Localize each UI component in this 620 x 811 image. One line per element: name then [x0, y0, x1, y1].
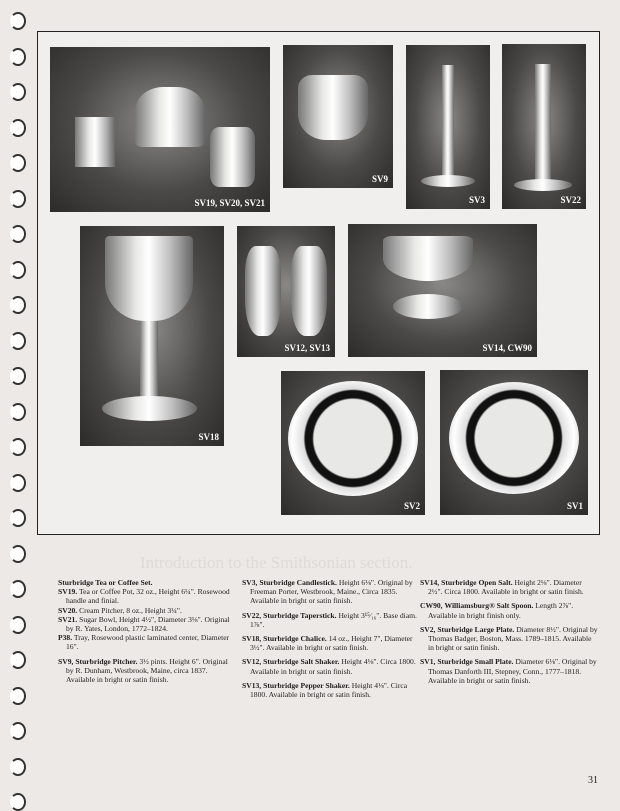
photo-chalice — [80, 226, 224, 446]
photo-label: SV18 — [198, 432, 219, 442]
product-entry — [242, 611, 420, 629]
photo-pitcher — [283, 45, 393, 188]
entry-title: Williamsburg® Salt Spoon. — [444, 601, 534, 611]
entry-text: Sugar Bowl, Height 4½", Diameter 3⅛". Original by R. Yates, London, 1772–1824. — [66, 614, 230, 634]
entry-code: SV21. — [58, 614, 78, 624]
entry-code: SV3, — [242, 578, 258, 587]
entry-text: Height 3¹⁵⁄₁₆". Base diam. 1⅞". — [250, 610, 417, 629]
entry-code: SV2, — [420, 624, 436, 634]
photo-taperstick — [502, 44, 586, 209]
entry-text: Height 4⅛". Circa 1800. Available in bright or satin finish. — [250, 680, 408, 700]
binding-ring — [10, 83, 26, 101]
photo-label: SV22 — [560, 195, 581, 205]
entry-text: 3½ pints. Height 6". Original by R. Dunham, Westbrook, Maine, circa 1837. Available in bright or satin finish. — [66, 656, 228, 685]
product-entry — [58, 633, 236, 651]
product-entry — [242, 657, 420, 675]
binding-ring — [10, 48, 26, 66]
product-entry — [242, 578, 420, 606]
binding-ring — [10, 545, 26, 563]
description-column-3 — [420, 578, 598, 690]
entry-code: CW90, — [420, 601, 443, 611]
binding-ring — [10, 403, 26, 421]
photo-candlestick — [406, 45, 490, 209]
binding-ring — [10, 438, 26, 456]
entry-text: Tray, Rosewood plastic laminated center, Diameter 16". — [66, 633, 230, 652]
photo-label: SV1 — [566, 501, 583, 511]
entry-code: SV20. — [58, 605, 78, 615]
entry-title: Sturbridge Candlestick. — [259, 578, 337, 587]
entry-text: Diameter 6⅛". Original by Thomas Danforth III, Stepney, Conn., 1777–1818. Available in bright or satin finish. — [428, 657, 597, 685]
photo-tea-set — [50, 47, 270, 212]
binding-ring — [10, 119, 26, 137]
binding-ring — [10, 261, 26, 279]
photo-label: SV19, SV20, SV21 — [194, 198, 265, 208]
entry-title: Sturbridge Chalice. — [263, 634, 327, 644]
entry-text: Height 4⅛". Circa 1800. Available in bright or satin finish. — [250, 657, 416, 676]
entry-text: Height 6⅛". Original by Freeman Porter, Westbrook, Maine., Circa 1835. Available in bright or satin finish. — [250, 578, 413, 606]
binding-ring — [10, 474, 26, 492]
entry-text: Length 2⅞". Available in bright finish only. — [428, 601, 574, 620]
photo-label: SV12, SV13 — [284, 343, 330, 353]
entry-title: Sturbridge Pitcher. — [75, 656, 138, 666]
entry-title: Sturbridge Tea or Coffee Set. — [58, 578, 153, 587]
entry-code: SV22, — [242, 610, 262, 620]
binding-ring — [10, 367, 26, 385]
entry-code: SV13, — [242, 680, 262, 690]
bleed-through-text: Introduction to the Smithsonian section. — [140, 553, 413, 572]
entry-title: Sturbridge Large Plate. — [437, 624, 515, 634]
entry-text: Cream Pitcher, 8 oz., Height 3¼". — [79, 605, 182, 615]
binding-ring — [10, 758, 26, 776]
binding-ring — [10, 509, 26, 527]
binding-ring — [10, 722, 26, 740]
entry-title: Sturbridge Pepper Shaker. — [263, 680, 350, 690]
entry-code: P38. — [58, 633, 73, 643]
entry-title: Sturbridge Open Salt. — [441, 578, 513, 587]
entry-code: SV1, — [420, 657, 436, 667]
binding-ring — [10, 332, 26, 350]
product-entry — [242, 681, 420, 699]
binding-ring — [10, 616, 26, 634]
description-column-2 — [242, 578, 420, 704]
entry-text: Height 2⅛". Diameter 2½". Circa 1800. Available in bright or satin finish. — [428, 578, 584, 597]
binding-ring — [10, 190, 26, 208]
binding-ring — [10, 225, 26, 243]
photo-open-salt — [348, 224, 537, 357]
entry-code: SV19. — [58, 587, 78, 597]
entry-text: Tea or Coffee Pot, 32 oz., Height 6¼". Rosewood handle and finial. — [66, 587, 230, 606]
product-entry — [420, 578, 598, 596]
product-entry — [420, 657, 598, 685]
photo-label: SV2 — [403, 501, 420, 511]
binding-ring — [10, 12, 26, 30]
product-entry — [58, 587, 236, 605]
binding-ring — [10, 651, 26, 669]
entry-title: Sturbridge Small Plate. — [437, 657, 514, 667]
entry-code: SV9, — [58, 656, 74, 666]
binding-ring — [10, 154, 26, 172]
photo-label: SV9 — [371, 174, 388, 184]
binding-ring — [10, 580, 26, 598]
page-number: 31 — [588, 775, 598, 786]
product-entry — [242, 634, 420, 652]
binding-ring — [10, 793, 26, 811]
entry-code: SV12, — [242, 657, 262, 667]
product-entry — [58, 657, 236, 685]
photo-label: SV14, CW90 — [482, 343, 532, 353]
entry-text: 14 oz., Height 7", Diameter 3½". Available in bright or satin finish. — [250, 634, 413, 653]
binding-ring — [10, 687, 26, 705]
entry-text: Diameter 8½". Original by Thomas Badger, Boston, Mass. 1789–1815. Available in bright or satin finish. — [428, 624, 598, 653]
product-entry — [58, 606, 236, 615]
product-entry — [58, 615, 236, 633]
product-entry — [58, 578, 236, 587]
photo-label: SV3 — [468, 195, 485, 205]
photo-salt-pepper — [237, 226, 335, 357]
product-entry — [420, 625, 598, 653]
photo-small-plate — [440, 370, 588, 515]
spiral-binding — [0, 0, 30, 801]
description-column-1 — [58, 578, 236, 689]
entry-title: Sturbridge Salt Shaker. — [263, 657, 340, 667]
photo-large-plate — [281, 371, 425, 515]
entry-title: Sturbridge Taperstick. — [263, 610, 337, 620]
binding-ring — [10, 296, 26, 314]
entry-code: SV18, — [242, 634, 262, 644]
entry-code: SV14, — [420, 578, 440, 587]
product-entry — [420, 601, 598, 619]
